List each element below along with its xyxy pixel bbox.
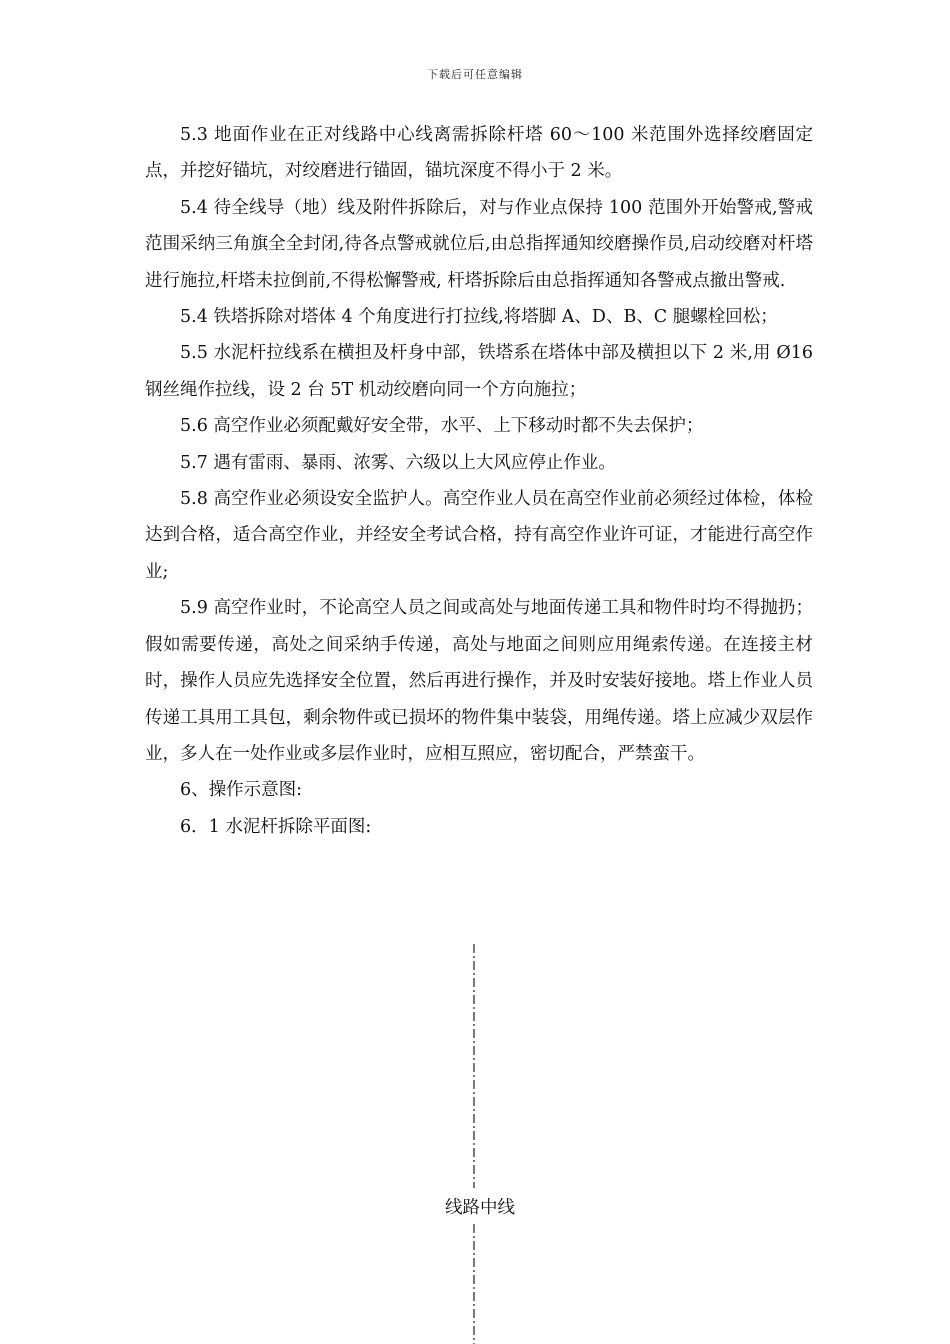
paragraph-5-5: 5.5 水泥杆拉线系在横担及杆身中部，铁塔系在塔体中部及横担以下 2 米,用 Ø16 钢丝绳作拉线，设 2 台 5T 机动绞磨向同一个方向施拉； [145, 343, 813, 400]
paragraph-5-7: 5.7 遇有雷雨、暴雨、浓雾、六级以上大风应停止作业。 [180, 452, 616, 473]
paragraph-5-9: 5.9 高空作业时，不论高空人员之间或高处与地面传递工具和物件时均不得抛扔；假如需要传递，高处之间采纳手传递，高处与地面之间则应用绳索传递。在连接主材时，操作人员应先选择安全位置，然后再进行操作，并及时安装好接地。塔上作业人员传递工具用工具包，剩余物件或已损坏的物件集中装袋，用绳传递。塔上应减少双层作业，多人在一处作业或多层作业时，应相互照应，密切配合，严禁蛮干。 [145, 598, 813, 764]
section-6-heading: 6、操作示意图: [180, 780, 303, 801]
paragraph-5-4-warning: 5.4 待全线导（地）线及附件拆除后，对与作业点保持 100 范围外开始警戒,警戒范围采纳三角旗全全封闭,待各点警戒就位后,由总指挥通知绞磨操作员,启动绞磨对杆塔进行施拉,杆塔未拉倒前,不得松懈警戒, 杆塔拆除后由总指挥通知各警戒点撤出警戒. [145, 197, 813, 291]
center-line-label: 线路中线 [445, 1198, 515, 1218]
plan-diagram [0, 930, 950, 1344]
paragraph-5-3: 5.3 地面作业在正对线路中心线离需拆除杆塔 60～100 米范围外选择绞磨固定点，并挖好锚坑，对绞磨进行锚固，锚坑深度不得小于 2 米。 [145, 125, 813, 182]
paragraph-5-6: 5.6 高空作业必须配戴好安全带，水平、上下移动时都不失去保护； [180, 416, 704, 437]
page-header: 下载后可任意编辑 [427, 68, 523, 81]
paragraph-5-4-tower: 5.4 铁塔拆除对塔体 4 个角度进行打拉线,将塔脚 A、D、B、C 腿螺栓回松； [180, 307, 778, 328]
paragraph-5-8: 5.8 高空作业必须设安全监护人。高空作业人员在高空作业前必须经过体检，体检达到合格，适合高空作业，并经安全考试合格，持有高空作业许可证，才能进行高空作业; [145, 489, 813, 582]
section-6-1-heading: 6．1 水泥杆拆除平面图: [180, 816, 372, 837]
document-body [145, 117, 813, 845]
center-line-svg [0, 930, 950, 1344]
